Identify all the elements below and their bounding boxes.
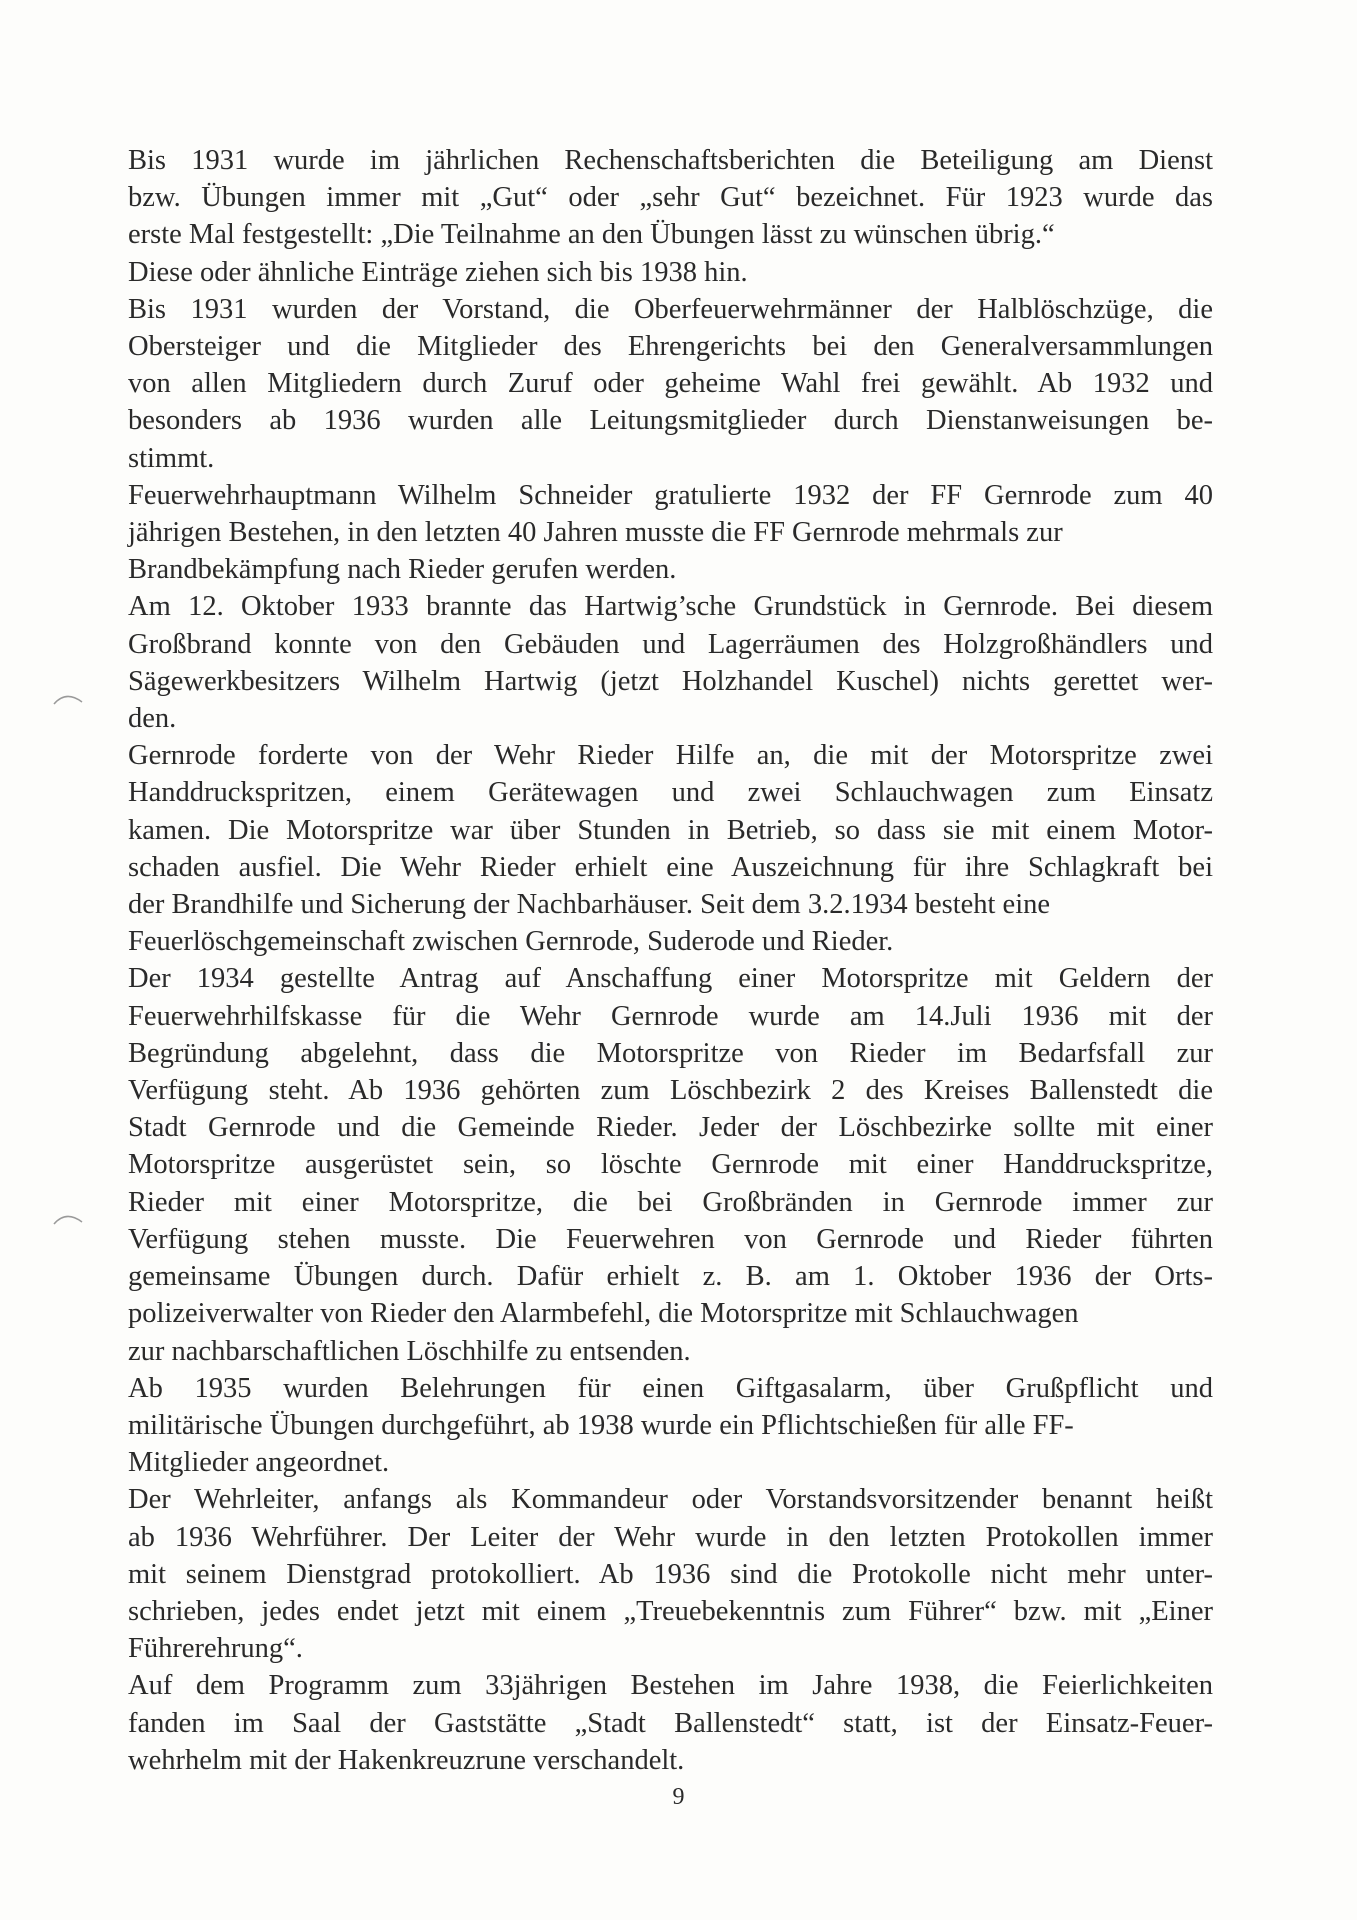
text-line: schrieben, jedes endet jetzt mit einem „Treuebekenntnis zum Führer“ bzw. mit „Einer (128, 1595, 1213, 1627)
text-line: besonders ab 1936 wurden alle Leitungsmitglieder durch Dienstanweisungen be- (128, 405, 1213, 437)
text-line: Rieder mit einer Motorspritze, die bei Großbränden in Gernrode immer zur (128, 1186, 1213, 1218)
text-line: Brandbekämpfung nach Rieder gerufen werden. (128, 554, 677, 586)
text-line: Verfügung stehen musste. Die Feuerwehren von Gernrode und Rieder führten (128, 1223, 1213, 1255)
text-line: militärische Übungen durchgeführt, ab 1938 wurde ein Pflichtschießen für alle FF- (128, 1409, 1074, 1441)
text-line: mit seinem Dienstgrad protokolliert. Ab 1936 sind die Protokolle nicht mehr unter- (128, 1558, 1213, 1590)
text-line: Obersteiger und die Mitglieder des Ehrengerichts bei den Generalversammlungen (128, 331, 1213, 363)
text-line: Feuerwehrhauptmann Wilhelm Schneider gratulierte 1932 der FF Gernrode zum 40 (128, 479, 1213, 511)
text-line: den. (128, 703, 177, 735)
text-line: Sägewerkbesitzers Wilhelm Hartwig (jetzt Holzhandel Kuschel) nichts gerettet wer- (128, 665, 1213, 697)
text-line: Mitglieder angeordnet. (128, 1447, 390, 1479)
margin-mark-upper (52, 692, 84, 706)
text-line: wehrhelm mit der Hakenkreuzrune verschandelt. (128, 1744, 685, 1776)
text-line: Bis 1931 wurde im jährlichen Rechenschaftsberichten die Beteiligung am Dienst (128, 145, 1213, 176)
text-line: Diese oder ähnliche Einträge ziehen sich bis 1938 hin. (128, 256, 748, 288)
text-line: Handdruckspritzen, einem Gerätewagen und zwei Schlauchwagen zum Einsatz (128, 777, 1213, 809)
text-line: Begründung abgelehnt, dass die Motorspritze von Rieder im Bedarfsfall zur (128, 1037, 1213, 1069)
text-line: Gernrode forderte von der Wehr Rieder Hilfe an, die mit der Motorspritze zwei (128, 740, 1213, 772)
text-line: Feuerwehrhilfskasse für die Wehr Gernrode wurde am 14.Juli 1936 mit der (128, 1000, 1213, 1032)
body-text (128, 142, 1213, 1779)
text-line: stimmt. (128, 442, 215, 474)
text-line: erste Mal festgestellt: „Die Teilnahme an den Übungen lässt zu wünschen übrig.“ (128, 219, 1055, 251)
text-line: Führerehrung“. (128, 1633, 303, 1665)
text-line: der Brandhilfe und Sicherung der Nachbarhäuser. Seit dem 3.2.1934 besteht eine (128, 889, 1051, 921)
text-line: Großbrand konnte von den Gebäuden und Lagerräumen des Holzgroßhändlers und (128, 628, 1213, 660)
margin-mark-lower (52, 1212, 84, 1226)
text-line: zur nachbarschaftlichen Löschhilfe zu entsenden. (128, 1335, 691, 1367)
text-line: ab 1936 Wehrführer. Der Leiter der Wehr wurde in den letzten Protokollen immer (128, 1521, 1213, 1553)
text-line: von allen Mitgliedern durch Zuruf oder geheime Wahl frei gewählt. Ab 1932 und (128, 368, 1213, 400)
text-line: Ab 1935 wurden Belehrungen für einen Giftgasalarm, über Grußpflicht und (128, 1372, 1213, 1404)
text-line: Am 12. Oktober 1933 brannte das Hartwig’sche Grundstück in Gernrode. Bei diesem (128, 591, 1213, 623)
text-line: bzw. Übungen immer mit „Gut“ oder „sehr Gut“ bezeichnet. Für 1923 wurde das (128, 182, 1213, 214)
text-line: Feuerlöschgemeinschaft zwischen Gernrode, Suderode und Rieder. (128, 926, 894, 958)
text-line: Verfügung steht. Ab 1936 gehörten zum Löschbezirk 2 des Kreises Ballenstedt die (128, 1075, 1213, 1107)
text-line: polizeiverwalter von Rieder den Alarmbefehl, die Motorspritze mit Schlauchwagen (128, 1298, 1079, 1330)
text-line: fanden im Saal der Gaststätte „Stadt Ballenstedt“ statt, ist der Einsatz-Feuer- (128, 1707, 1213, 1739)
text-line: schaden ausfiel. Die Wehr Rieder erhielt eine Auszeichnung für ihre Schlagkraft bei (128, 851, 1213, 883)
text-line: gemeinsame Übungen durch. Dafür erhielt z. B. am 1. Oktober 1936 der Orts- (128, 1261, 1213, 1293)
text-line: Bis 1931 wurden der Vorstand, die Oberfeuerwehrmänner der Halblöschzüge, die (128, 293, 1213, 325)
text-line: jährigen Bestehen, in den letzten 40 Jahren musste die FF Gernrode mehrmals zur (128, 517, 1063, 549)
text-line: Motorspritze ausgerüstet sein, so löschte Gernrode mit einer Handdruckspritze, (128, 1149, 1213, 1181)
text-line: Auf dem Programm zum 33jährigen Bestehen im Jahre 1938, die Feierlichkeiten (128, 1670, 1213, 1702)
text-line: Stadt Gernrode und die Gemeinde Rieder. Jeder der Löschbezirke sollte mit einer (128, 1112, 1213, 1144)
text-line: Der 1934 gestellte Antrag auf Anschaffung einer Motorspritze mit Geldern der (128, 963, 1213, 995)
text-line: Der Wehrleiter, anfangs als Kommandeur oder Vorstandsvorsitzender benannt heißt (128, 1484, 1213, 1516)
page-number: 9 (672, 1784, 685, 1810)
text-line: kamen. Die Motorspritze war über Stunden in Betrieb, so dass sie mit einem Motor- (128, 814, 1213, 846)
